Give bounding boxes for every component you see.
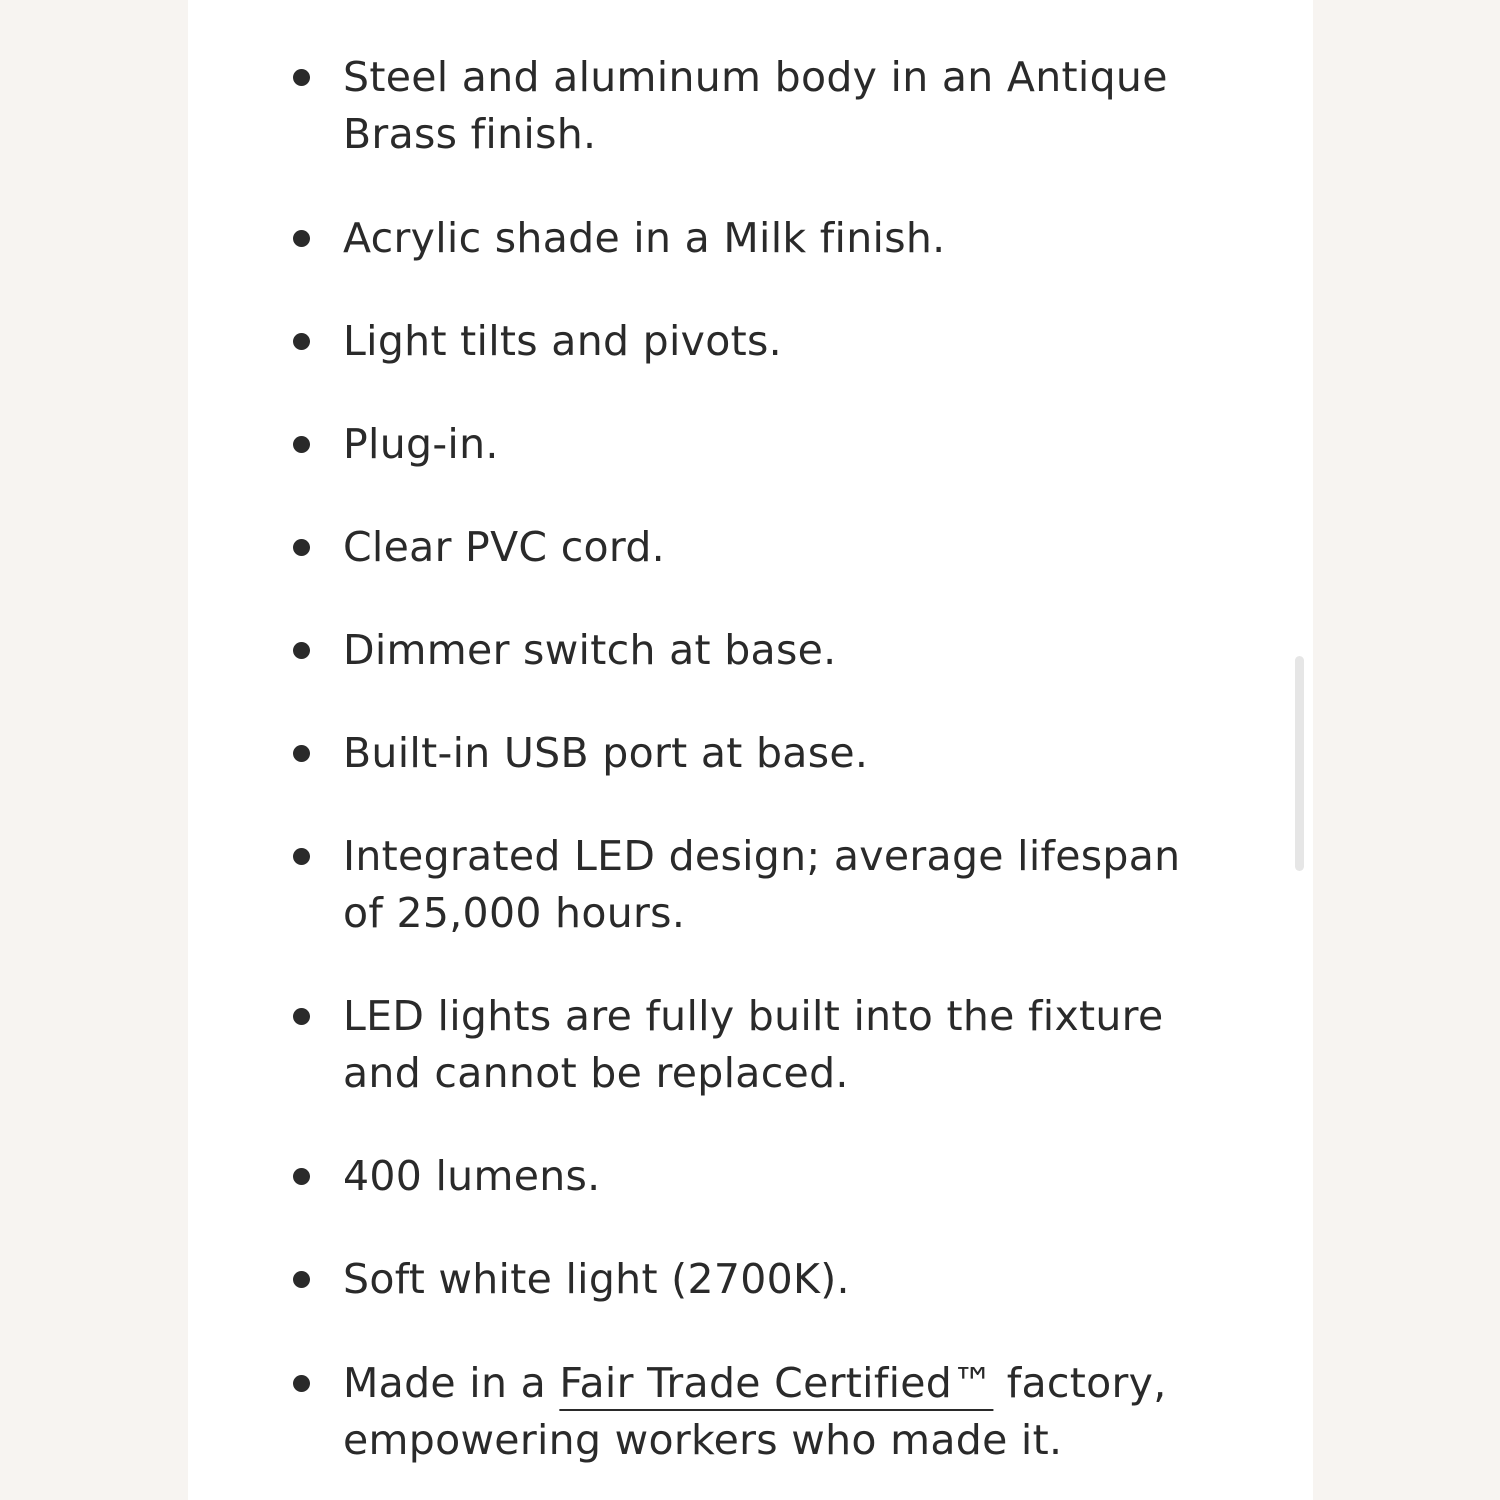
- feature-text: LED lights are fully built into the fixture: [343, 992, 1164, 1040]
- feature-text: Dimmer switch at base.: [343, 626, 837, 674]
- feature-item-usb: [343, 725, 1193, 782]
- feature-text: Integrated LED design; average lifespan: [343, 832, 1181, 880]
- feature-text: Steel and aluminum body in an Antique: [343, 53, 1168, 101]
- bullet-icon: [293, 539, 310, 556]
- feature-text-line: [343, 1355, 1193, 1412]
- feature-item-color-temp: [343, 1251, 1193, 1308]
- feature-text: Clear PVC cord.: [343, 523, 666, 571]
- feature-text: Light tilts and pivots.: [343, 317, 782, 365]
- feature-text-prefix: Made in a: [343, 1359, 560, 1407]
- feature-item-led-fixture: [343, 988, 1193, 1102]
- bullet-icon: [293, 69, 310, 86]
- feature-item-body-finish: [343, 49, 1193, 163]
- feature-text: 400 lumens.: [343, 1152, 601, 1200]
- feature-item-dimmer: [343, 622, 1193, 679]
- feature-item-cord: [343, 519, 1193, 576]
- feature-text: empowering workers who made it.: [343, 1416, 1063, 1464]
- fair-trade-link[interactable]: Fair Trade Certified™: [559, 1359, 994, 1407]
- bullet-icon: [293, 1375, 310, 1392]
- feature-item-shade: [343, 210, 1193, 267]
- bullet-icon: [293, 642, 310, 659]
- bullet-icon: [293, 848, 310, 865]
- feature-text: Acrylic shade in a Milk finish.: [343, 214, 946, 262]
- feature-text: and cannot be replaced.: [343, 1049, 849, 1097]
- product-details-panel: [188, 0, 1313, 1500]
- feature-text: of 25,000 hours.: [343, 889, 686, 937]
- feature-item-lumens: [343, 1148, 1193, 1205]
- bullet-icon: [293, 1168, 310, 1185]
- feature-item-fair-trade: [343, 1355, 1193, 1469]
- feature-text-suffix: factory,: [993, 1359, 1167, 1407]
- bullet-icon: [293, 1008, 310, 1025]
- bullet-icon: [293, 436, 310, 453]
- bullet-icon: [293, 745, 310, 762]
- feature-item-led-design: [343, 828, 1193, 942]
- feature-text: Plug-in.: [343, 420, 499, 468]
- feature-item-plug-in: [343, 416, 1193, 473]
- feature-text: Built-in USB port at base.: [343, 729, 869, 777]
- bullet-icon: [293, 1271, 310, 1288]
- bullet-icon: [293, 230, 310, 247]
- feature-text: Soft white light (2700K).: [343, 1255, 850, 1303]
- feature-text: Brass finish.: [343, 110, 597, 158]
- scrollbar-thumb[interactable]: [1295, 656, 1304, 871]
- bullet-icon: [293, 333, 310, 350]
- feature-item-tilt: [343, 313, 1193, 370]
